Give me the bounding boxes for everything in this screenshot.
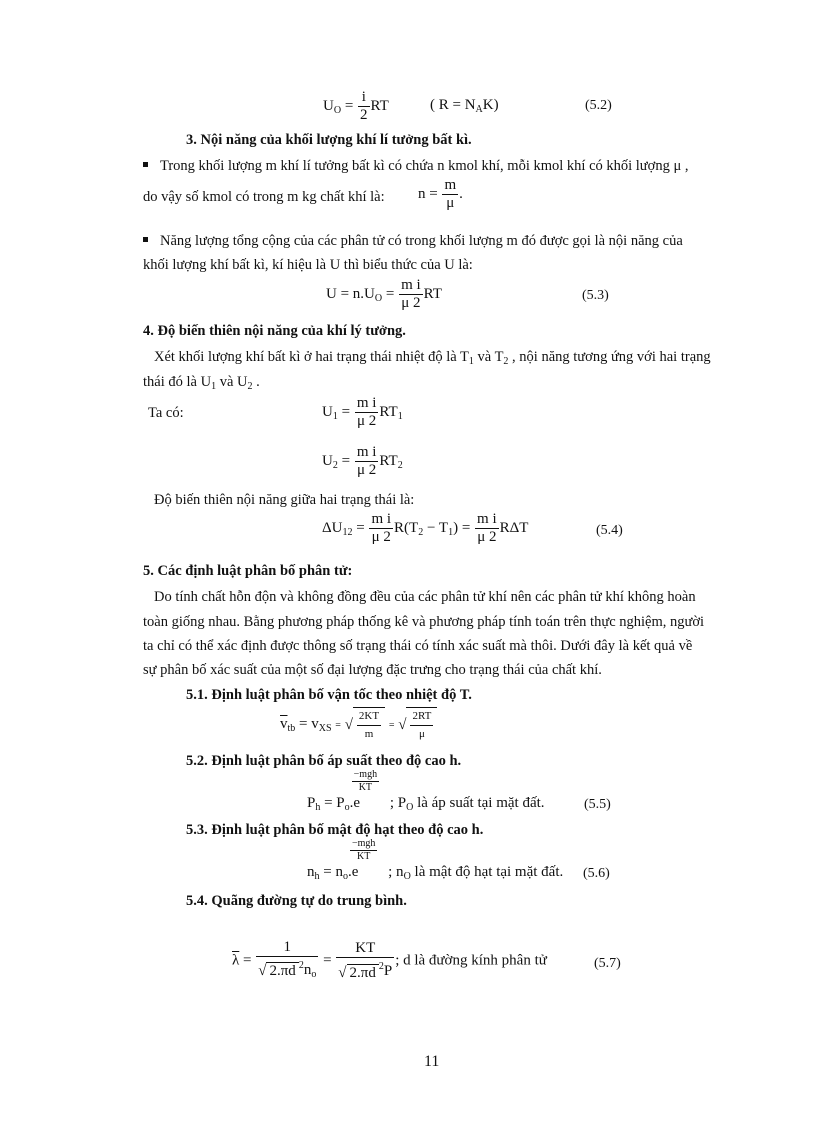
eq-sub: O	[333, 104, 342, 116]
eq-sub: h	[315, 802, 321, 813]
exponential	[347, 838, 376, 881]
eq-sub: tb	[287, 722, 296, 734]
bullet-icon	[143, 162, 148, 167]
equation-5-2	[323, 90, 389, 123]
equation-number: (5.3)	[582, 288, 609, 303]
eq-sub: 2	[332, 459, 338, 471]
eq-text: = v	[299, 715, 319, 732]
eq-text: ; n	[388, 864, 404, 880]
eq-text: − T	[423, 519, 449, 536]
eq-sub: O	[403, 871, 411, 882]
eq-lhs: U = n.U	[326, 285, 375, 302]
frac-den: μ 2	[371, 529, 391, 545]
eq-text: .e	[347, 864, 359, 880]
eq-rhs: RT	[379, 403, 398, 420]
frac-den: μ 2	[401, 295, 421, 311]
frac-num: m i	[477, 511, 497, 527]
eq-rhs: RT	[370, 97, 389, 114]
equation-number: (5.6)	[583, 866, 610, 881]
section-4-heading: 4. Độ biến thiên nội năng của khí lý tưởng.	[143, 323, 406, 339]
eq-text: là mật độ hạt tại mặt đất.	[410, 864, 564, 880]
equation-u1: $U_1$ = $\frac{\text{m i}}{\mu 2}$ $RT_1$	[322, 395, 403, 429]
frac-num: m i	[371, 511, 392, 527]
section-5-1-heading: 5.1. Định luật phân bố vận tốc theo nhiệt độ T.	[186, 687, 472, 703]
eq-sub: h	[314, 871, 320, 882]
eq-sign: =	[323, 952, 332, 969]
paragraph-line: sự phân bố xác suất của một số đại lượng đặc trưng cho trạng thái của chất khí.	[143, 662, 602, 678]
equation-number: (5.2)	[585, 98, 612, 113]
frac-num: 2RT	[410, 709, 433, 726]
frac-den: 2	[360, 107, 368, 123]
eq-note: ; d là đường kính phân tử	[395, 952, 547, 969]
bullet-paragraph-2	[143, 233, 683, 250]
eq-text: = P	[324, 795, 345, 811]
section-5-2-heading: 5.2. Định luật phân bố áp suất theo độ cao h.	[186, 753, 462, 769]
eq-sub: O	[374, 292, 383, 304]
paragraph-line	[143, 374, 260, 392]
equation-5-6	[307, 838, 564, 882]
bullet-text: Năng lượng tổng cộng của các phân tử có trong khối lượng m đó được gọi là nội năng của	[160, 233, 683, 249]
exp-num: mgh	[357, 838, 376, 849]
eq-lhs: $\overline{\lambda}$	[232, 952, 240, 969]
page-number: 11	[424, 1053, 440, 1070]
eq-lhs: U	[323, 97, 334, 114]
paragraph-line	[154, 349, 711, 367]
eq-rhs: RT	[379, 452, 398, 469]
bullet-paragraph-1	[143, 158, 689, 175]
equation-5-5	[307, 769, 545, 813]
frac-num: m i	[401, 277, 421, 293]
frac-num: 1	[256, 940, 318, 957]
fraction	[256, 940, 318, 982]
exp-num: mgh	[359, 769, 378, 780]
exponent: −mgh KT	[351, 838, 376, 862]
frac-den: m	[364, 728, 374, 740]
eq-sign: =	[335, 719, 341, 731]
eq-rhs: RT	[423, 285, 442, 302]
paragraph-line: toàn giống nhau. Bằng phương pháp thống kê và phương pháp tính toán trên thực nghiệm, người	[143, 614, 705, 630]
eq-sub: 2	[397, 459, 403, 471]
paragraph-line: Do tính chất hỗn độn và không đồng đều của các phân tử khí nên các phân tử khí không hoàn	[154, 589, 696, 605]
frac-den: μ 2	[356, 413, 377, 429]
equation-5-4: $\Delta U_{12}$ = $\frac{\text{m i}}{\mu 2}$ $R(T_2 - T_1)$ = $\frac{\text{m i}}{\mu 2}$ RΔT	[322, 511, 529, 545]
fraction	[357, 709, 381, 742]
paragraph-line: do vậy số kmol có trong m kg chất khí là:	[143, 189, 385, 205]
frac-den: √ 2.πd $^2n_o$	[258, 960, 317, 980]
frac-num: i	[358, 90, 370, 107]
eq-sub: XS	[318, 722, 332, 734]
eq-text: là áp suất tại mặt đất.	[413, 795, 545, 811]
paragraph-line: ta chỉ có thể xác định được thông số trạng thái có tính xác suất mà thôi. Dưới đây là kết quả về	[143, 638, 693, 654]
text: .	[252, 374, 260, 390]
eq-lhs: ΔU	[322, 519, 343, 536]
text: thái đó là U	[143, 374, 212, 390]
frac-den: μ 2	[356, 462, 377, 478]
fraction	[410, 709, 433, 742]
equation-number: (5.4)	[596, 523, 623, 538]
text: và T	[473, 349, 504, 365]
bullet-icon	[143, 237, 148, 242]
sqrt: √ $\frac{2KT}{m}$	[345, 707, 385, 742]
sub: 2	[503, 356, 509, 367]
eq-sub: o	[344, 802, 350, 813]
eq-text: .e	[349, 795, 361, 811]
eq-lhs: $\overline{v}$	[280, 715, 288, 732]
section-5-heading: 5. Các định luật phân bố phân tử:	[143, 563, 353, 579]
equation-5-3	[326, 278, 442, 311]
equation-number: (5.5)	[584, 797, 611, 812]
eq-sub: o	[342, 871, 348, 882]
eq-sub: 1	[397, 410, 403, 422]
equation-velocity	[280, 707, 437, 742]
eq-text: ; P	[389, 795, 407, 811]
fraction	[355, 396, 379, 429]
fraction	[399, 278, 423, 311]
eq-sign: =	[385, 285, 395, 302]
note-sub: A	[475, 104, 483, 115]
eq-lhs: n	[307, 864, 315, 880]
fraction	[358, 90, 370, 123]
eq-lhs: U	[322, 452, 333, 469]
fraction	[336, 941, 394, 980]
eq-end: .	[459, 185, 463, 202]
frac-num: m i	[356, 395, 377, 411]
equation-u2: $U_2$ = $\frac{\text{m i}}{\mu 2}$ $RT_2$	[322, 444, 403, 478]
eq-sub: 1	[332, 410, 338, 422]
eq-sub: 1	[448, 526, 454, 538]
note: ( R = N	[430, 97, 476, 113]
eq-lhs: P	[307, 795, 316, 811]
eq-sign: =	[344, 97, 354, 114]
fraction	[442, 178, 458, 211]
eq-sub: O	[406, 802, 414, 813]
equation-5-2-note	[430, 97, 499, 115]
equation-number: (5.7)	[594, 956, 621, 971]
frac-num: KT	[336, 941, 394, 958]
frac-num: m	[444, 177, 457, 193]
exp-den: KT	[357, 851, 371, 862]
fraction	[369, 512, 393, 545]
text: , nội năng tương ứng với hai trạng	[508, 349, 711, 365]
text: và U	[216, 374, 248, 390]
sub: 2	[247, 381, 253, 392]
section-5-3-heading: 5.3. Định luật phân bố mật độ hạt theo độ cao h.	[186, 822, 484, 838]
exponent: −mgh KT	[353, 769, 378, 793]
bullet-text: Trong khối lượng m khí lí tưởng bất kì có chứa n kmol khí, mỗi kmol khí có khối lượng μ ,	[160, 158, 689, 174]
frac-num: 2KT	[357, 709, 381, 726]
sqrt: √ $\frac{2RT}{\mu}$	[398, 707, 437, 742]
eq-text: = n	[323, 864, 343, 880]
eq-lhs: n =	[418, 185, 438, 202]
eq-text: R(T	[394, 519, 419, 536]
exp-den: KT	[358, 782, 373, 793]
paragraph-line: khối lượng khí bất kì, kí hiệu là U thì biểu thức của U là:	[143, 257, 473, 273]
eq-sign: =	[243, 952, 252, 969]
text: Xét khối lượng khí bất kì ở hai trạng thái nhiệt độ là T	[154, 349, 469, 365]
frac-den: μ	[446, 195, 455, 211]
frac-num: m i	[356, 444, 377, 460]
equation-n	[418, 178, 463, 211]
sub: 1	[468, 356, 474, 367]
paragraph-line: Độ biến thiên nội năng giữa hai trạng thái là:	[154, 492, 415, 508]
taco-label: Ta có:	[148, 405, 184, 421]
eq-lhs: U	[322, 403, 333, 420]
eq-sub: 2	[418, 526, 424, 538]
fraction	[475, 512, 499, 545]
frac-den: μ	[418, 728, 425, 740]
eq-sign: =	[388, 719, 395, 731]
equation-5-7	[232, 940, 547, 982]
fraction	[355, 445, 379, 478]
section-3-heading: 3. Nội năng của khối lượng khí lí tưởng bất kì.	[186, 132, 472, 148]
eq-text: ) =	[453, 519, 471, 536]
exponential	[349, 769, 378, 812]
eq-rhs: RΔT	[499, 519, 529, 536]
eq-sub: 12	[342, 526, 353, 538]
frac-den: √ 2.πd $^2$P	[338, 961, 393, 981]
sub: 1	[211, 381, 217, 392]
note-end: K)	[482, 97, 499, 113]
frac-den: μ 2	[477, 529, 497, 545]
section-5-4-heading: 5.4. Quãng đường tự do trung bình.	[186, 893, 407, 909]
